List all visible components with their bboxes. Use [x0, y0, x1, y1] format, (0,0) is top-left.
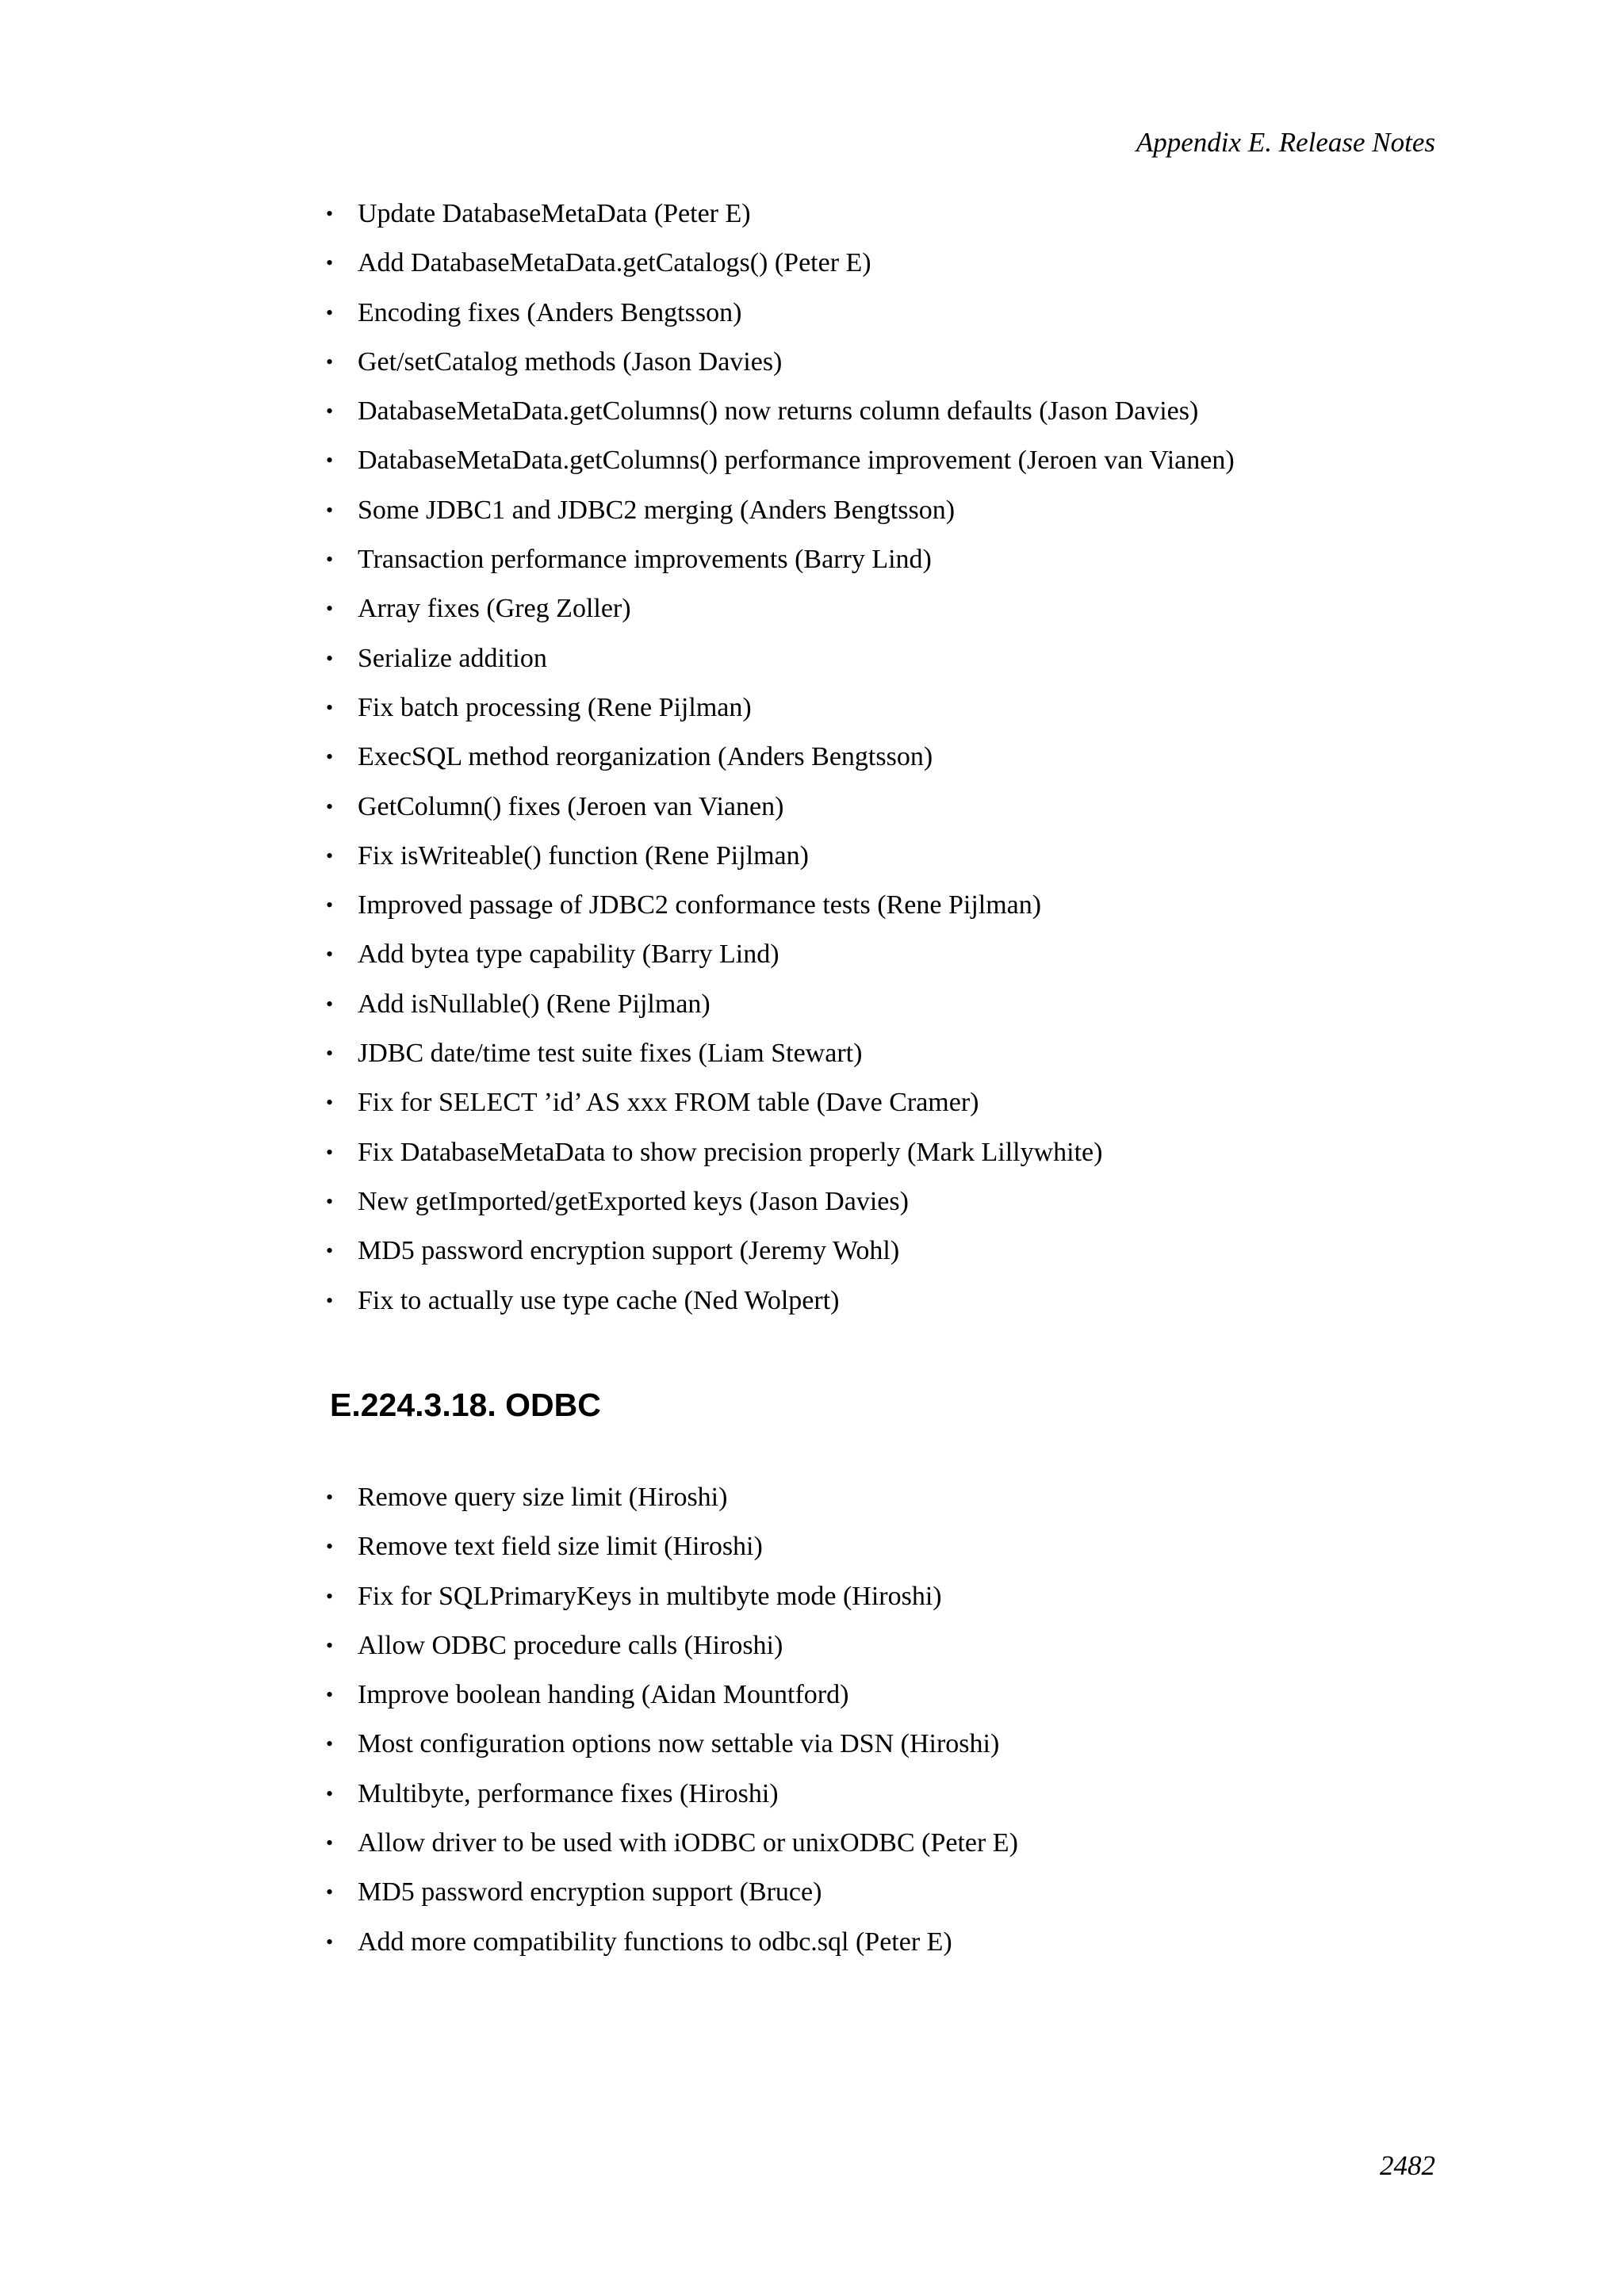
- list-item: [326, 1630, 1018, 1679]
- bullet-icon: •: [326, 943, 334, 966]
- bullet-icon: •: [326, 498, 334, 522]
- bullet-icon: •: [326, 1239, 334, 1263]
- list-item-text: Fix to actually use type cache (Ned Wolpert): [358, 1285, 840, 1315]
- list-item-text: Add DatabaseMetaData.getCatalogs() (Peter E): [358, 248, 871, 278]
- list-item-text: Array fixes (Greg Zoller): [358, 594, 631, 624]
- bullet-icon: •: [326, 1881, 334, 1904]
- list-item-text: Allow driver to be used with iODBC or unixODBC (Peter E): [358, 1828, 1018, 1858]
- list-item-text: Transaction performance improvements (Barry Lind): [358, 545, 932, 575]
- bullet-icon: •: [326, 1930, 334, 1954]
- list-item: [326, 791, 1235, 840]
- list-item: [326, 840, 1235, 890]
- jdbc-release-list: [326, 198, 1235, 1334]
- bullet-icon: •: [326, 1140, 334, 1164]
- list-item-text: Update DatabaseMetaData (Peter E): [358, 199, 751, 228]
- list-item: [326, 692, 1235, 741]
- list-item-text: Fix for SELECT ’id’ AS xxx FROM table (Dave Cramer): [358, 1088, 979, 1118]
- list-item: [326, 1927, 1018, 1976]
- list-item: [326, 495, 1235, 544]
- bullet-icon: •: [326, 1486, 334, 1509]
- bullet-icon: •: [326, 646, 334, 670]
- bullet-icon: •: [326, 202, 334, 225]
- list-item: [326, 1581, 1018, 1630]
- odbc-release-list: [326, 1482, 1018, 1976]
- list-item: [326, 247, 1235, 297]
- list-item-text: Add bytea type capability (Barry Lind): [358, 939, 779, 970]
- list-item: [326, 1778, 1018, 1827]
- list-item-text: Add more compatibility functions to odbc.sql (Peter E): [358, 1927, 952, 1957]
- list-item: [326, 198, 1235, 247]
- list-item-text: Get/setCatalog methods (Jason Davies): [358, 346, 783, 377]
- bullet-icon: •: [326, 992, 334, 1016]
- list-item: [326, 1087, 1235, 1136]
- list-item: [326, 346, 1235, 396]
- list-item: [326, 741, 1235, 790]
- list-item-text: New getImported/getExported keys (Jason Davies): [358, 1186, 909, 1216]
- list-item: [326, 989, 1235, 1038]
- section-heading-odbc: E.224.3.18. ODBC: [330, 1387, 601, 1423]
- list-item-text: Fix for SQLPrimaryKeys in multibyte mode (Hiroshi): [358, 1581, 942, 1611]
- bullet-icon: •: [326, 844, 334, 867]
- list-item-text: DatabaseMetaData.getColumns() performance improvement (Jeroen van Vianen): [358, 446, 1235, 476]
- list-item: [326, 1827, 1018, 1877]
- bullet-icon: •: [326, 695, 334, 719]
- bullet-icon: •: [326, 1091, 334, 1115]
- list-item-text: Fix DatabaseMetaData to show precision properly (Mark Lillywhite): [358, 1137, 1103, 1167]
- bullet-icon: •: [326, 251, 334, 275]
- list-item: [326, 1531, 1018, 1580]
- list-item: [326, 1877, 1018, 1926]
- list-item: [326, 1285, 1235, 1334]
- bullet-icon: •: [326, 300, 334, 324]
- list-item-text: Improve boolean handing (Aidan Mountford): [358, 1680, 849, 1710]
- list-item: [326, 1038, 1235, 1087]
- bullet-icon: •: [326, 597, 334, 621]
- bullet-icon: •: [326, 1189, 334, 1213]
- bullet-icon: •: [326, 1288, 334, 1312]
- list-item-text: Add isNullable() (Rene Pijlman): [358, 989, 710, 1019]
- list-item-text: Fix batch processing (Rene Pijlman): [358, 692, 752, 722]
- bullet-icon: •: [326, 1584, 334, 1608]
- list-item-text: Fix isWriteable() function (Rene Pijlman): [358, 840, 809, 871]
- bullet-icon: •: [326, 1535, 334, 1559]
- list-item: [326, 890, 1235, 939]
- list-item: [326, 939, 1235, 988]
- list-item: [326, 297, 1235, 346]
- list-item-text: GetColumn() fixes (Jeroen van Vianen): [358, 791, 784, 821]
- list-item: [326, 445, 1235, 494]
- list-item-text: Remove text field size limit (Hiroshi): [358, 1532, 763, 1562]
- list-item: [326, 1482, 1018, 1531]
- bullet-icon: •: [326, 1683, 334, 1707]
- list-item: [326, 544, 1235, 593]
- list-item-text: Allow ODBC procedure calls (Hiroshi): [358, 1630, 783, 1660]
- bullet-icon: •: [326, 350, 334, 373]
- bullet-icon: •: [326, 548, 334, 572]
- bullet-icon: •: [326, 745, 334, 769]
- list-item-text: Remove query size limit (Hiroshi): [358, 1483, 728, 1512]
- list-item-text: Most configuration options now settable via DSN (Hiroshi): [358, 1729, 1000, 1759]
- bullet-icon: •: [326, 894, 334, 917]
- bullet-icon: •: [326, 1781, 334, 1805]
- list-item: [326, 1728, 1018, 1777]
- running-header: Appendix E. Release Notes: [1136, 127, 1435, 158]
- list-item: [326, 1235, 1235, 1284]
- list-item: [326, 1679, 1018, 1728]
- list-item-text: Improved passage of JDBC2 conformance tests (Rene Pijlman): [358, 890, 1042, 920]
- list-item-text: Encoding fixes (Anders Bengtsson): [358, 297, 742, 327]
- list-item: [326, 643, 1235, 692]
- list-item-text: DatabaseMetaData.getColumns() now returns column defaults (Jason Davies): [358, 396, 1199, 427]
- list-item-text: MD5 password encryption support (Jeremy Wohl): [358, 1236, 900, 1266]
- bullet-icon: •: [326, 1633, 334, 1657]
- bullet-icon: •: [326, 1732, 334, 1756]
- page-number: 2482: [1380, 2150, 1435, 2181]
- list-item: [326, 396, 1235, 445]
- bullet-icon: •: [326, 794, 334, 818]
- bullet-icon: •: [326, 1042, 334, 1066]
- list-item-text: MD5 password encryption support (Bruce): [358, 1877, 822, 1908]
- list-item-text: ExecSQL method reorganization (Anders Bengtsson): [358, 742, 933, 772]
- list-item: [326, 1137, 1235, 1186]
- bullet-icon: •: [326, 1831, 334, 1855]
- list-item-text: Some JDBC1 and JDBC2 merging (Anders Bengtsson): [358, 495, 956, 525]
- bullet-icon: •: [326, 449, 334, 473]
- bullet-icon: •: [326, 400, 334, 423]
- list-item: [326, 1186, 1235, 1235]
- list-item-text: Serialize addition: [358, 643, 547, 673]
- list-item-text: Multibyte, performance fixes (Hiroshi): [358, 1778, 779, 1808]
- list-item-text: JDBC date/time test suite fixes (Liam Stewart): [358, 1039, 863, 1069]
- list-item: [326, 593, 1235, 642]
